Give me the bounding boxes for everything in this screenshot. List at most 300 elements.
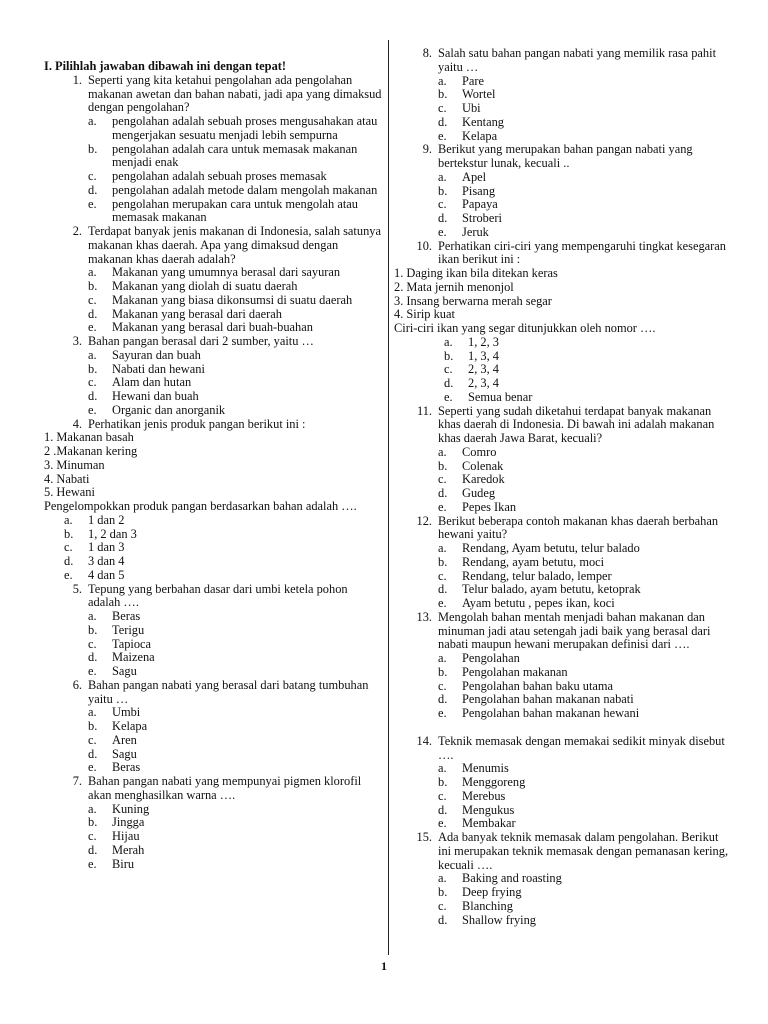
answer-option [88, 816, 382, 830]
option-text: Terigu [112, 622, 145, 637]
option-letter: e. [64, 567, 73, 582]
answer-option [88, 734, 382, 748]
option-letter: b. [438, 87, 448, 102]
option-text: Sagu [112, 664, 137, 678]
option-letter: b. [438, 183, 448, 198]
option-text: Biru [112, 856, 135, 871]
answer-option [88, 665, 382, 679]
option-text: Maizena [112, 650, 155, 665]
option-letter: d. [438, 802, 448, 817]
answer-option [64, 528, 382, 542]
option-text: Pare [462, 73, 485, 88]
answer-option [438, 693, 734, 707]
option-letter: c. [88, 732, 97, 747]
answer-option [88, 143, 382, 171]
option-text: Sagu [112, 746, 137, 761]
answer-option [88, 115, 382, 143]
option-text: Colenak [462, 458, 504, 473]
question-text: Bahan pangan nabati yang mempunyai pigmen klorofil akan menghasilkan warna …. [88, 774, 362, 802]
answer-option [88, 748, 382, 762]
answer-option [438, 652, 734, 666]
option-text: Jeruk [462, 224, 489, 239]
question-number: 13. [416, 609, 432, 624]
answer-option [88, 706, 382, 720]
question-text: Teknik memasak dengan memakai sedikit minyak disebut …. [438, 733, 725, 762]
option-list [394, 446, 734, 515]
answer-option [438, 707, 734, 721]
answer-option [88, 404, 382, 418]
answer-option [438, 666, 734, 680]
section-heading: I. Pilihlah jawaban dibawah ini dengan tepat! [44, 59, 287, 73]
answer-option [88, 803, 382, 817]
answer-option [88, 280, 382, 294]
option-letter: d. [88, 306, 98, 321]
option-text: 1, 2, 3 [468, 334, 499, 349]
option-text: Wortel [462, 87, 496, 102]
answer-option [438, 583, 734, 597]
option-text: Comro [462, 444, 497, 459]
answer-option [438, 914, 734, 928]
question-number: 1. [72, 72, 82, 87]
option-letter: d. [64, 554, 74, 568]
question-item [394, 143, 734, 171]
option-letter: d. [88, 389, 98, 403]
answer-option [438, 542, 734, 556]
option-text: Menggoreng [462, 775, 526, 789]
option-text: Pengolahan [462, 651, 520, 665]
option-text: Menumis [462, 761, 509, 776]
option-text: pengolahan adalah metode dalam mengolah makanan [112, 182, 378, 197]
option-letter: d. [438, 486, 448, 500]
option-letter: c. [438, 197, 447, 212]
answer-option [438, 680, 734, 694]
answer-option [438, 597, 734, 611]
option-letter: a. [438, 651, 447, 665]
option-text: 2, 3, 4 [468, 376, 499, 390]
option-text: Hewani dan buah [112, 389, 199, 403]
option-text: Baking and roasting [462, 871, 562, 886]
question-number: 9. [422, 142, 432, 157]
option-letter: c. [64, 540, 73, 555]
option-text: pengolahan adalah sebuah proses mengusahakan atau mengerjakan sesuatu menjadi lebih sempurna [112, 114, 378, 142]
answer-option [88, 184, 382, 198]
answer-option [438, 501, 734, 515]
question-text: Perhatikan jenis produk pangan berikut ini : [88, 416, 306, 431]
option-text: Pepes Ikan [462, 499, 517, 514]
option-letter: e. [438, 816, 447, 831]
option-letter: c. [88, 829, 97, 843]
answer-option [438, 198, 734, 212]
question-text: Tepung yang berbahan dasar dari umbi ketela pohon adalah …. [88, 581, 348, 610]
option-letter: a. [88, 801, 97, 816]
question-item [394, 735, 734, 763]
answer-option [88, 638, 382, 652]
right-column-questions [394, 47, 734, 927]
option-text: Kelapa [462, 128, 498, 143]
option-letter: e. [438, 224, 447, 239]
question-text: Perhatikan ciri-ciri yang mempengaruhi tingkat kesegaran ikan berikut ini : [438, 238, 726, 267]
answer-option [438, 446, 734, 460]
question-number: 5. [72, 581, 82, 596]
option-text: Merah [112, 842, 145, 857]
option-letter: b. [88, 141, 98, 156]
option-letter: b. [438, 775, 448, 789]
statement-line: 2. Mata jernih menonjol [394, 279, 514, 294]
option-text: Jingga [112, 815, 145, 830]
option-letter: e. [88, 856, 97, 871]
option-text: 1 dan 3 [88, 540, 125, 555]
option-text: Pengolahan makanan [462, 664, 568, 679]
option-text: Nabati dan hewani [112, 361, 205, 376]
option-letter: a. [88, 609, 97, 623]
option-letter: a. [88, 114, 97, 128]
answer-option [438, 88, 734, 102]
option-text: Pengolahan bahan makanan nabati [462, 692, 634, 707]
option-letter: e. [88, 196, 97, 211]
option-letter: b. [438, 885, 448, 899]
option-letter: a. [444, 334, 453, 349]
option-letter: c. [438, 898, 447, 913]
answer-option [438, 171, 734, 185]
option-list [44, 514, 382, 583]
spacer [394, 721, 734, 735]
answer-option [438, 102, 734, 116]
option-letter: c. [438, 472, 447, 487]
answer-option [88, 321, 382, 335]
answer-option [88, 858, 382, 872]
question-item [394, 405, 734, 446]
answer-option [88, 624, 382, 638]
statement-line: 1. Daging ikan bila ditekan keras [394, 266, 558, 280]
answer-option [88, 294, 382, 308]
option-list [44, 803, 382, 872]
answer-option [88, 390, 382, 404]
question-number: 3. [72, 334, 82, 348]
answer-option [88, 308, 382, 322]
answer-option [64, 514, 382, 528]
option-list [44, 266, 382, 335]
option-list [394, 652, 734, 721]
question-text: Terdapat banyak jenis makanan di Indonesia, salah satunya makanan khas daerah. Apa yang dimaksud dengan makanan khas daerah adalah? [88, 224, 381, 266]
option-list [394, 75, 734, 144]
question-item [44, 679, 382, 707]
question-item [44, 225, 382, 266]
question-text: Salah satu bahan pangan nabati yang memilik rasa pahit yaitu … [438, 46, 717, 74]
option-text: Tapioca [112, 636, 152, 651]
option-text: Mengukus [462, 802, 515, 817]
question-item [44, 74, 382, 115]
option-text: Ubi [462, 101, 481, 115]
option-text: 1, 2 dan 3 [88, 526, 137, 541]
question-number: 15. [416, 830, 432, 844]
question-item [44, 335, 382, 349]
option-letter: d. [438, 692, 448, 707]
option-letter: b. [438, 458, 448, 473]
option-list [44, 349, 382, 418]
option-text: Makanan yang umumnya berasal dari sayuran [112, 265, 341, 280]
option-text: Apel [462, 169, 487, 184]
question-item [44, 775, 382, 803]
answer-option [438, 212, 734, 226]
option-letter: e. [88, 760, 97, 775]
answer-option [88, 844, 382, 858]
statement-line: 1. Makanan basah [44, 430, 134, 445]
option-text: Rendang, telur balado, lemper [462, 568, 612, 583]
option-text: Aren [112, 732, 137, 747]
answer-option [88, 266, 382, 280]
question-number: 8. [422, 46, 432, 60]
option-letter: e. [444, 389, 453, 404]
option-letter: d. [88, 842, 98, 857]
answer-option [88, 651, 382, 665]
option-list [394, 336, 734, 405]
option-text: pengolahan adalah cara untuk memasak makanan menjadi enak [112, 141, 358, 170]
option-letter: b. [88, 279, 98, 293]
question-item [394, 831, 734, 872]
option-text: 2, 3, 4 [468, 362, 499, 377]
option-letter: b. [438, 664, 448, 679]
option-text: Ayam betutu , pepes ikan, koci [462, 596, 615, 610]
answer-option [444, 350, 734, 364]
option-text: Makanan yang biasa dikonsumsi di suatu daerah [112, 292, 353, 307]
answer-option [88, 720, 382, 734]
answer-option [64, 541, 382, 555]
statement-line: Ciri-ciri ikan yang segar ditunjukkan oleh nomor …. [394, 321, 656, 335]
option-letter: e. [438, 596, 447, 610]
question-item [394, 47, 734, 75]
option-letter: e. [88, 320, 97, 335]
question-text: Bahan pangan berasal dari 2 sumber, yaitu … [88, 334, 314, 348]
option-letter: b. [88, 622, 98, 637]
option-text: Blanching [462, 898, 513, 913]
question-text: Bahan pangan nabati yang berasal dari batang tumbuhan yaitu … [88, 677, 369, 706]
option-text: pengolahan adalah sebuah proses memasak [112, 169, 327, 183]
option-letter: a. [438, 73, 447, 88]
answer-option [438, 570, 734, 584]
answer-option [438, 886, 734, 900]
answer-option [438, 460, 734, 474]
question-number: 7. [72, 774, 82, 788]
option-list [394, 762, 734, 831]
option-list [394, 872, 734, 927]
option-letter: e. [88, 664, 97, 678]
option-text: Kentang [462, 114, 504, 129]
answer-option [88, 349, 382, 363]
question-number: 12. [416, 513, 432, 528]
option-text: Shallow frying [462, 912, 536, 927]
question-number: 2. [72, 224, 82, 238]
question-item [44, 418, 382, 432]
answer-option [438, 487, 734, 501]
option-text: 4 dan 5 [88, 567, 125, 582]
statement-line: 4. Nabati [44, 471, 90, 486]
option-text: Beras [112, 609, 141, 623]
option-letter: c. [88, 636, 97, 651]
option-letter: b. [88, 361, 98, 376]
option-text: Telur balado, ayam betutu, ketoprak [462, 582, 641, 597]
answer-option [88, 830, 382, 844]
option-letter: d. [438, 912, 448, 927]
option-text: Stroberi [462, 211, 502, 225]
question-text: Seperti yang sudah diketahui terdapat banyak makanan khas daerah di Indonesia. Di bawah ini adalah makanan khas daerah Jawa Barat, kecuali? [438, 403, 715, 445]
option-text: Pengolahan bahan baku utama [462, 678, 614, 693]
option-text: Alam dan hutan [112, 375, 192, 390]
option-letter: a. [438, 444, 447, 459]
option-letter: b. [444, 348, 454, 363]
option-list [44, 706, 382, 775]
option-letter: a. [64, 512, 73, 527]
right-column [394, 47, 734, 927]
option-letter: c. [438, 568, 447, 583]
option-letter: a. [438, 761, 447, 776]
option-letter: c. [438, 788, 447, 803]
option-list [394, 171, 734, 240]
answer-option [438, 804, 734, 818]
statement-line: 3. Insang berwarna merah segar [394, 293, 552, 308]
option-letter: c. [438, 678, 447, 693]
answer-option [64, 555, 382, 569]
question-text: Ada banyak teknik memasak dalam pengolahan. Berikut ini merupakan teknik memasak dengan pemanasan kering, kecuali …. [438, 830, 729, 872]
option-text: Umbi [112, 705, 141, 720]
answer-option [438, 790, 734, 804]
left-column-questions [44, 74, 382, 872]
option-text: Gudeg [462, 486, 496, 500]
option-letter: e. [88, 402, 97, 417]
option-text: Karedok [462, 472, 505, 487]
question-text: Mengolah bahan mentah menjadi bahan makanan dan minuman jadi atau setengah jadi baik yang berasal dari nabati maupun hewani merupakan definisi dari …. [438, 609, 711, 652]
answer-option [444, 391, 734, 405]
left-column [44, 60, 382, 871]
option-text: Rendang, ayam betutu, moci [462, 554, 605, 569]
option-text: Makanan yang diolah di suatu daerah [112, 279, 298, 293]
statement-line: 5. Hewani [44, 485, 95, 500]
option-text: 1 dan 2 [88, 512, 125, 527]
option-list [44, 115, 382, 225]
option-letter: d. [88, 650, 98, 665]
answer-option [444, 336, 734, 350]
option-list [394, 542, 734, 611]
option-letter: c. [444, 362, 453, 377]
question-number: 14. [416, 733, 432, 748]
option-list [44, 610, 382, 679]
answer-option [88, 198, 382, 226]
option-letter: d. [438, 114, 448, 129]
option-letter: c. [88, 292, 97, 307]
option-text: Membakar [462, 816, 516, 831]
question-item [44, 583, 382, 611]
option-letter: e. [438, 499, 447, 514]
option-text: Papaya [462, 197, 498, 212]
option-letter: b. [88, 719, 98, 733]
question-number: 10. [416, 238, 432, 253]
option-text: Beras [112, 760, 141, 775]
answer-option [88, 170, 382, 184]
option-letter: d. [438, 582, 448, 597]
question-item [394, 240, 734, 268]
option-letter: a. [438, 169, 447, 184]
option-letter: d. [88, 746, 98, 761]
option-text: Pisang [462, 183, 496, 198]
question-item [394, 515, 734, 543]
answer-option [88, 610, 382, 624]
option-text: Pengolahan bahan makanan hewani [462, 706, 640, 720]
question-text: Berikut yang merupakan bahan pangan nabati yang bertekstur lunak, kecuali .. [438, 142, 693, 170]
option-letter: a. [438, 541, 447, 555]
answer-option [64, 569, 382, 583]
question-number: 11. [416, 403, 432, 418]
option-text: Hijau [112, 829, 140, 843]
answer-option [438, 185, 734, 199]
option-letter: e. [438, 128, 447, 143]
answer-option [88, 761, 382, 775]
answer-option [444, 363, 734, 377]
question-text: Berikut beberapa contoh makanan khas daerah berbahan hewani yaitu? [438, 513, 719, 542]
option-letter: d. [88, 182, 98, 197]
answer-option [438, 226, 734, 240]
statement-line: 4. Sirip kuat [394, 307, 455, 322]
statement-line: 2 .Makanan kering [44, 444, 138, 458]
page-number: 1 [381, 959, 387, 973]
question-number: 6. [72, 677, 82, 692]
option-text: Deep frying [462, 885, 522, 899]
option-text: Makanan yang berasal dari daerah [112, 306, 282, 321]
answer-option [438, 130, 734, 144]
option-letter: a. [88, 265, 97, 280]
option-text: Merebus [462, 788, 506, 803]
question-text: Seperti yang kita ketahui pengolahan ada pengolahan makanan awetan dan bahan nabati, jadi apa yang dimaksud dengan pengolahan? [88, 72, 382, 115]
statement-line: 3. Minuman [44, 457, 105, 472]
option-letter: b. [88, 815, 98, 830]
answer-option [88, 376, 382, 390]
answer-option [438, 116, 734, 130]
option-letter: a. [88, 347, 97, 362]
option-text: 3 dan 4 [88, 554, 125, 568]
option-letter: b. [438, 554, 448, 569]
option-text: pengolahan merupakan cara untuk mengolah atau memasak makanan [112, 196, 358, 225]
option-letter: a. [88, 705, 97, 720]
option-letter: a. [438, 871, 447, 886]
answer-option [438, 473, 734, 487]
question-number: 4. [72, 416, 82, 431]
option-letter: c. [88, 169, 97, 183]
answer-option [438, 556, 734, 570]
column-divider [388, 40, 389, 955]
option-letter: e. [438, 706, 447, 720]
answer-option [438, 817, 734, 831]
option-text: Kelapa [112, 719, 148, 733]
answer-option [438, 776, 734, 790]
option-letter: d. [444, 376, 454, 390]
answer-option [438, 900, 734, 914]
option-text: Semua benar [468, 389, 533, 404]
answer-option [88, 363, 382, 377]
answer-option [438, 872, 734, 886]
option-letter: b. [64, 526, 74, 541]
answer-option [438, 762, 734, 776]
option-text: Kuning [112, 801, 150, 816]
option-text: Makanan yang berasal dari buah-buahan [112, 320, 313, 335]
option-text: Rendang, Ayam betutu, telur balado [462, 541, 640, 555]
question-item [394, 611, 734, 652]
option-letter: c. [88, 375, 97, 390]
option-letter: d. [438, 211, 448, 225]
option-letter: c. [438, 101, 447, 115]
option-text: 1, 3, 4 [468, 348, 499, 363]
option-text: Organic dan anorganik [112, 402, 226, 417]
option-text: Sayuran dan buah [112, 347, 201, 362]
answer-option [438, 75, 734, 89]
statement-line: Pengelompokkan produk pangan berdasarkan bahan adalah …. [44, 499, 357, 513]
